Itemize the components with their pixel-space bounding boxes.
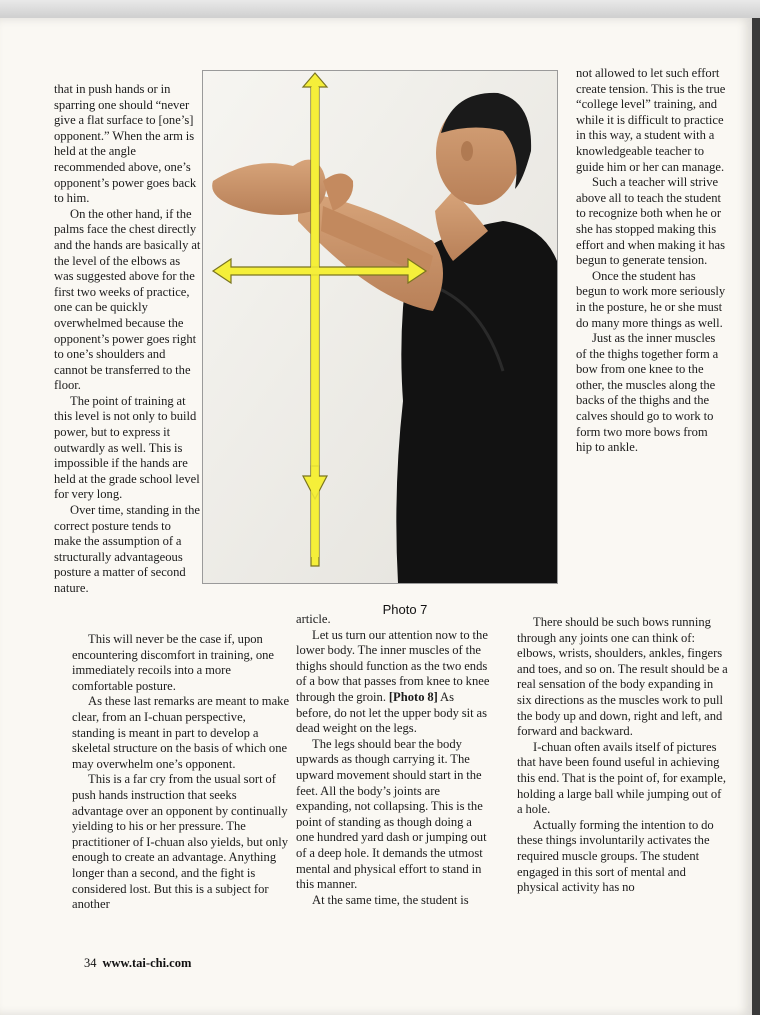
column-3-upper [576,66,726,456]
paragraph: As these last remarks are meant to make clear, from an I-chuan perspective, standing is meant in part to develop a skeletal structure on the basis of which one may overwhelm one’s opponent. [72,694,290,771]
paragraph: This is a far cry from the usual sort of push hands instruction that seeks advantage over an opponent by continually yielding to his or her pressure. The practitioner of I-chuan also yields, but only enough to create an advantage. Anything longer than a second, and the fight is considered lost. But this is a subject for another [72,772,289,912]
paragraph: On the other hand, if the palms face the chest directly and the hands are basically at the level of the elbows as was suggested above for the first two weeks of practice, one can be quickly overwhelmed because the opponent’s power goes right to one’s shoulders and cannot be transferred to the floor. [54,206,201,393]
page-footer [84,956,191,971]
paragraph: that in push hands or in sparring one should “never give a flat surface to [one’s] opponent.” When the arm is held at the angle recommended above, one’s opponent’s power goes back to him. [54,82,197,206]
column-1-lower [72,632,290,913]
website-link[interactable]: www.tai-chi.com [102,956,192,970]
paragraph: article. [296,612,331,626]
paragraph: Actually forming the intention to do these things involuntarily activates the required muscle groups. The student engaged in this sort of mental and physical activity has no [517,817,714,895]
photo-7 [202,70,558,584]
photo-illustration [203,71,557,583]
paragraph-text: Let us turn our attention now to the lower body. The inner muscles of the thighs should function as the two ends of a bow that passes from knee to knee through the groin. [296,627,490,704]
scan-top-edge [0,0,760,18]
paragraph-text: As before, do not let the upper body sit as dead weight on the legs. [296,689,488,736]
magazine-page [0,18,752,1015]
paragraph: The legs should bear the body upwards as though carrying it. The upward movement should start in the feet. All the body’s joints are expanding, not collapsing. This is the point of standing as though doing a one hundred yard dash or jumping out of a deep hole. It demands the utmost mental and physical effort to stand in this manner. [296,736,487,892]
paragraph: Such a teacher will strive above all to teach the student to recognize both when he or she has stopped making this effort and when making it has begun to generate tension. [576,175,726,268]
paragraph: Over time, standing in the correct posture tends to make the assumption of a structurally advantageous posture a matter of second nature. [54,503,200,595]
column-2 [296,612,492,908]
column-1-upper [54,82,201,597]
column-3-lower [517,615,729,896]
paragraph: Just as the inner muscles of the thighs together form a bow from one knee to the other, the muscles along the backs of the thighs and the calves should go to work to form two more bows from hip to ankle. [576,331,719,455]
photo-caption: Photo 7 [382,602,428,617]
paragraph: not allowed to let such effort create tension. This is the true “college level” training, and while it is difficult to practice in this way, a student with a knowledgeable teacher to guide him or her can manage. [576,66,726,174]
paragraph: The point of training at this level is not only to build power, but to express it outwardly as well. This is impossible if the hands are held at the grade school level for very long. [54,393,200,502]
page-number: 34 [84,956,97,970]
paragraph: At the same time, the student is [312,892,469,907]
paragraph: I-chuan often avails itself of pictures that have been found useful in achieving this end. That is the point of, for example, holding a large ball while jumping out of a hole. [517,739,726,817]
paragraph: This will never be the case if, upon encountering discomfort in training, one immediately recoils into a more comfortable posture. [72,632,274,693]
paragraph: There should be such bows running through any joints one can think of: elbows, wrists, shoulders, ankles, fingers and toes, and so on. The result should be a real sensation of the body expanding in six directions as the muscles work to pull the body up and down, right and left, and forward and backward. [517,615,728,739]
paragraph [296,628,492,737]
paragraph: Once the student has begun to work more seriously in the posture, he or she must do many more things as well. [576,268,726,330]
photo-reference: [Photo 8] [388,689,438,704]
